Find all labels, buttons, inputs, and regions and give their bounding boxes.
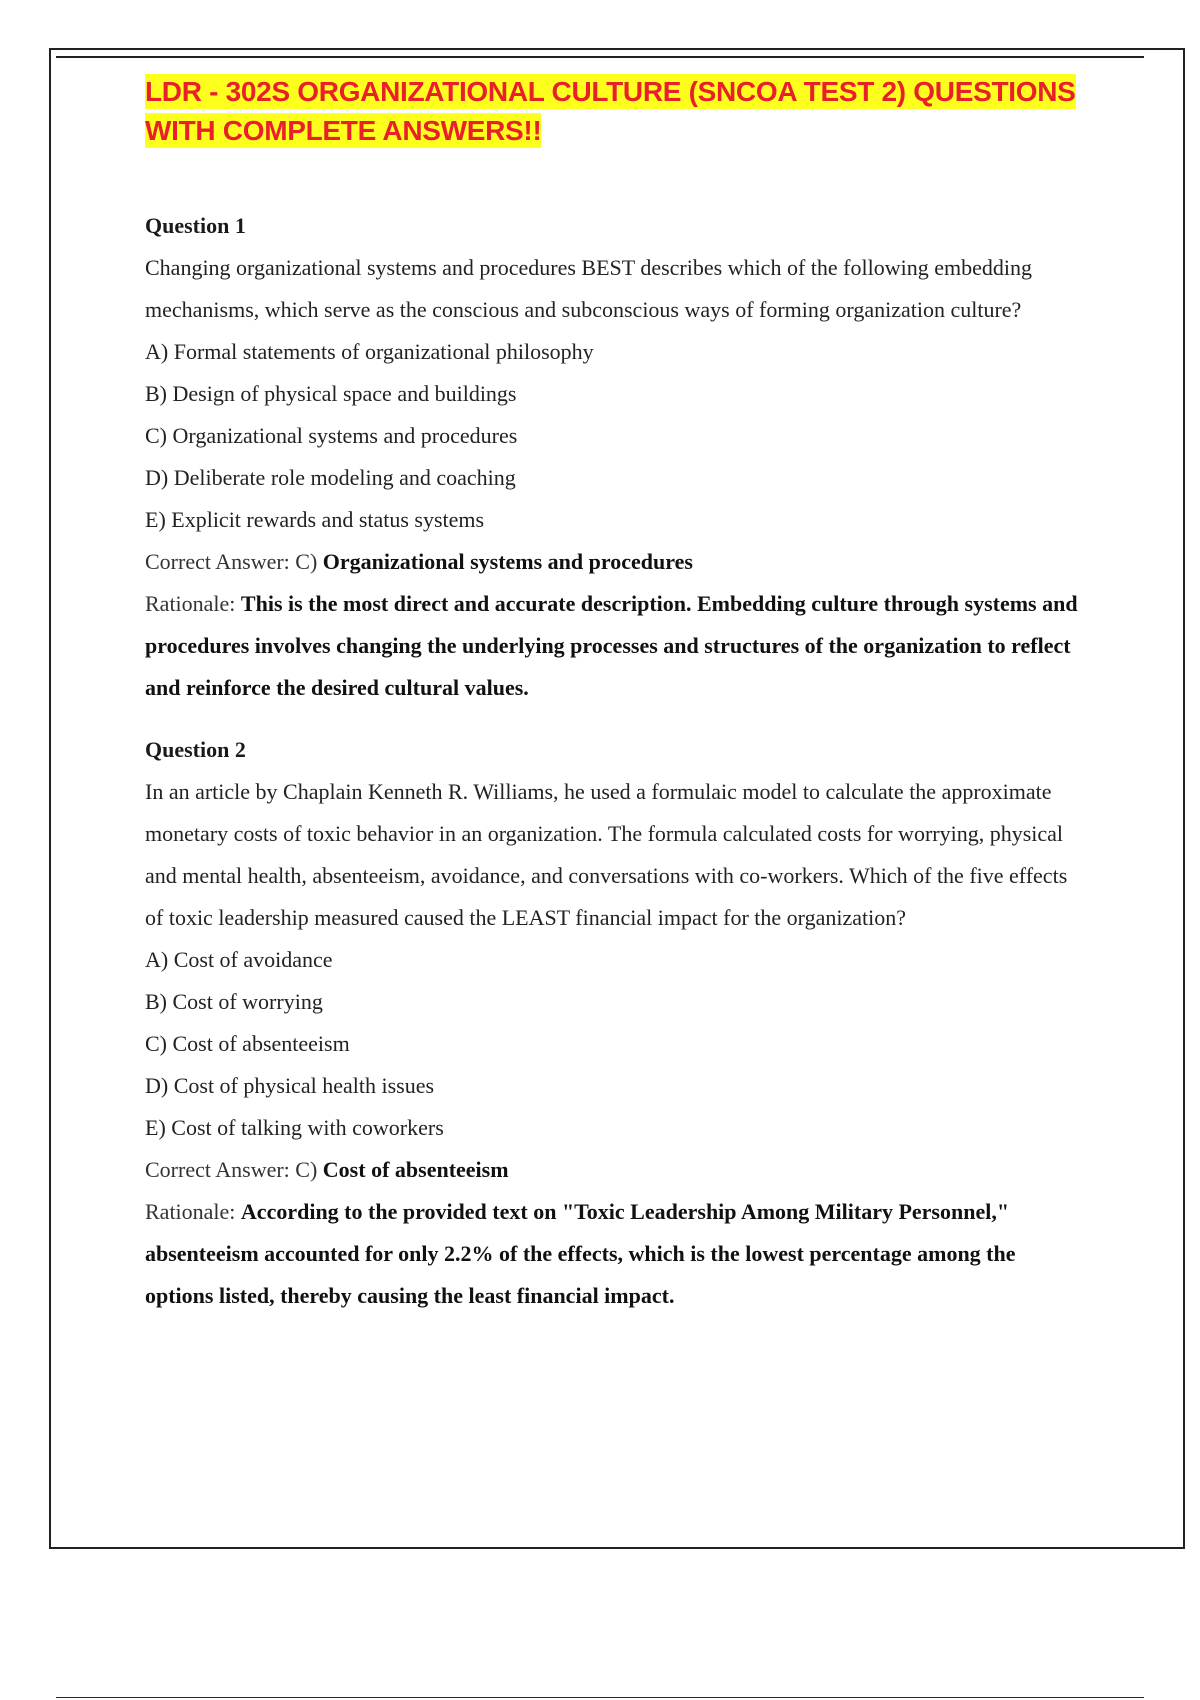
rationale-text: This is the most direct and accurate description. Embedding culture through systems and procedures involves changing the underlying processes and structures of the organization to reflect and reinforce the desired cultural values. — [145, 591, 1078, 700]
rationale-prefix: Rationale: — [145, 1199, 236, 1224]
option-b: B) Cost of worrying — [145, 989, 323, 1014]
document-body — [145, 72, 1080, 1317]
document-title: LDR - 302S ORGANIZATIONAL CULTURE (SNCOA TEST 2) QUESTIONS WITH COMPLETE ANSWERS!! — [145, 76, 1076, 146]
rationale — [145, 583, 1080, 709]
option-a: A) Cost of avoidance — [145, 947, 333, 972]
header-rule — [56, 56, 1144, 58]
rationale-text: According to the provided text on "Toxic Leadership Among Military Personnel," absenteeism accounted for only 2.2% of the effects, which is the lowest percentage among the options listed, thereby causing the least financial impact. — [145, 1199, 1016, 1308]
question-text: In an article by Chaplain Kenneth R. Williams, he used a formulaic model to calculate the approximate monetary costs of toxic behavior in an organization. The formula calculated costs for worrying, physical and mental health, absenteeism, avoidance, and conversations with co-workers. Which of the five effects of toxic leadership measured caused the LEAST financial impact for the organization? — [145, 779, 1068, 930]
option-c: C) Cost of absenteeism — [145, 1031, 350, 1056]
answer-text: Cost of absenteeism — [322, 1157, 509, 1182]
correct-answer — [145, 1149, 1080, 1191]
option-b: B) Design of physical space and buildings — [145, 381, 517, 406]
option-a: A) Formal statements of organizational philosophy — [145, 339, 594, 364]
answer-text: Organizational systems and procedures — [322, 549, 693, 574]
question-text: Changing organizational systems and procedures BEST describes which of the following embedding mechanisms, which serve as the conscious and subconscious ways of forming organization culture? — [145, 255, 1032, 322]
question-block — [145, 729, 1080, 1317]
rationale — [145, 1191, 1080, 1317]
correct-answer — [145, 541, 1080, 583]
question-block — [145, 205, 1080, 709]
option-e: E) Explicit rewards and status systems — [145, 507, 485, 532]
question-heading: Question 1 — [145, 213, 246, 238]
rationale-prefix: Rationale: — [145, 591, 236, 616]
option-d: D) Cost of physical health issues — [145, 1073, 435, 1098]
option-e: E) Cost of talking with coworkers — [145, 1115, 444, 1140]
answer-prefix: Correct Answer: C) — [145, 549, 318, 574]
question-heading: Question 2 — [145, 737, 246, 762]
option-d: D) Deliberate role modeling and coaching — [145, 465, 516, 490]
footer-rule — [56, 1697, 1144, 1698]
option-c: C) Organizational systems and procedures — [145, 423, 518, 448]
answer-prefix: Correct Answer: C) — [145, 1157, 318, 1182]
